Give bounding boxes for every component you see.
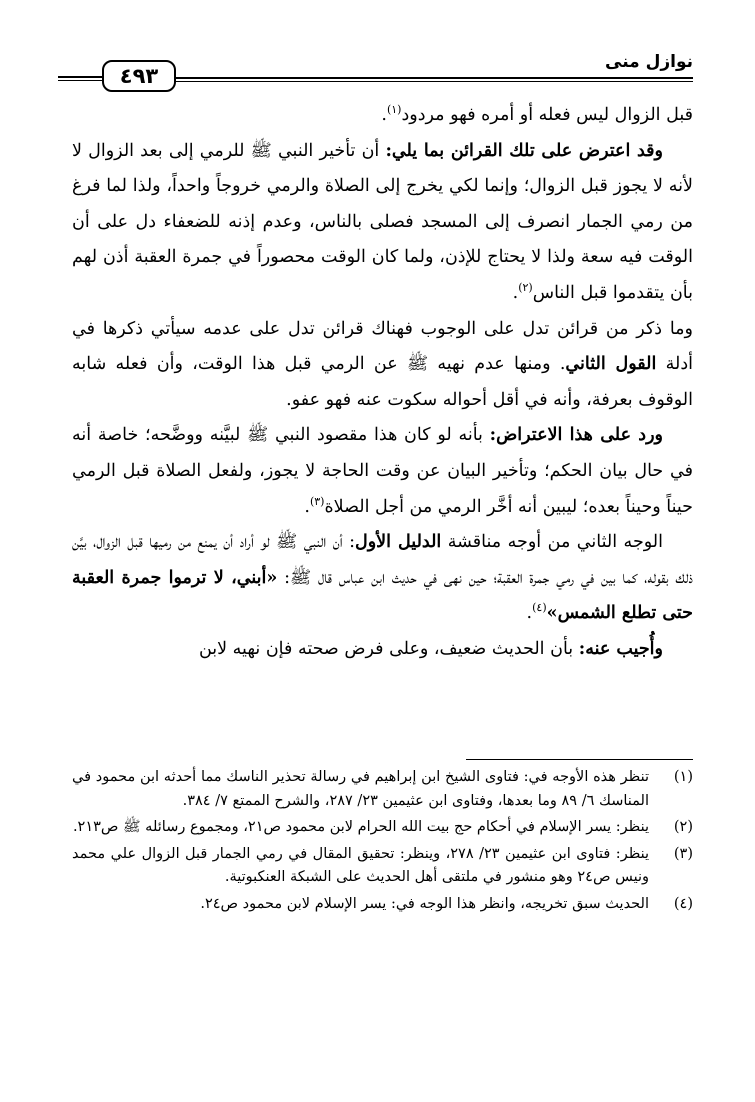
page-header xyxy=(58,46,693,86)
footnote-number: (٤) xyxy=(673,895,693,912)
hadith-quote: «أبني، لا ترموا جمرة العقبة حتى تطلع الشمس» xyxy=(72,567,693,624)
footnote-text: ينظر: فتاوى ابن عثيمين ٢٣/ ٢٧٨، وينظر: تحقيق المقال في رمي الجمار قبل الزوال علي محمد ونيس ص٢٤ وهو منشور في ملتقى أهل الحديث على الشبكة العنكبوتية. xyxy=(72,845,649,886)
page-number: ٤٩٣ xyxy=(102,60,176,92)
text-span: قبل الزوال ليس فعله أو أمره فهو مردود xyxy=(401,105,693,125)
text-span: . xyxy=(512,282,519,303)
footnote xyxy=(72,843,693,890)
footnote xyxy=(72,816,693,840)
footnote xyxy=(72,893,693,917)
text-span: . xyxy=(526,603,533,624)
paragraph xyxy=(72,632,693,668)
header-rule xyxy=(174,77,693,79)
text-span: بأنه لو كان هذا مقصود النبي ﷺ لبيَّنه ووضَّحه؛ خاصة أنه في حال بيان الحكم؛ وتأخير البيان عن وقت الحاجة لا يجوز، ولفعل الصلاة قبل الرمي حيناً وحيناً بعده؛ ليبين أنه أخَّر الرمي من أجل الصلاة xyxy=(72,425,693,517)
bold-lead: وقد اعترض على تلك القرائن بما يلي: xyxy=(385,140,663,161)
text-span: . ومنها عدم نهيه ﷺ عن الرمي قبل هذا الوقت، وأن فعله شابه الوقوف بعرفة، وأنه في أقل أحواله سكوت عنه فهو عفو. xyxy=(72,354,693,410)
footnote-ref: (٢) xyxy=(518,281,533,295)
footnote-text: تنظر هذه الأوجه في: فتاوى الشيخ ابن إبراهيم في رسالة تحذير الناسك مما أحدثه ابن محمود في المناسك ٦/ ٨٩ وما بعدها، وفتاوى ابن عثيمين ٢٣/ ٢٨٧، والشرح الممتع ٧/ ٣٨٤. xyxy=(72,769,649,809)
text-span: الوجه الثاني من أوجه مناقشة xyxy=(441,532,663,553)
footnote-text: ينظر: يسر الإسلام في أحكام حج بيت الله الحرام لابن محمود ص٢١، ومجموع رسائله ﷺ ص٢١٣. xyxy=(72,819,649,836)
bold-term: الدليل الأول xyxy=(355,532,442,553)
text-span: أن تأخير النبي ﷺ للرمي إلى بعد الزوال لا لأنه لا يجوز قبل الزوال؛ وإنما لكي يخرج إلى الصلاة والرمي خروجاً واحداً، ولذا لما فرغ من رمي الجمار انصرف إلى المسجد فصلى بالناس، وعدم إذنه للضعفاء دل على أن الوقت فيه سعة ولذا لا يحتاج للإذن، ولما كان الوقت محصوراً في جمرة العقبة أذن لهم بأن يتقدموا قبل الناس xyxy=(72,140,693,303)
header-rule-thin xyxy=(174,81,693,82)
bold-lead: وأُجيب عنه: xyxy=(578,638,663,659)
footnote xyxy=(72,766,693,813)
footnote-ref: (٤) xyxy=(532,601,547,615)
footnote-text: الحديث سبق تخريجه، وانظر هذا الوجه في: يسر الإسلام لابن محمود ص٢٤. xyxy=(200,895,649,912)
paragraph xyxy=(72,418,693,525)
paragraph xyxy=(72,312,693,419)
footnote-number: (٢) xyxy=(673,819,693,836)
paragraph xyxy=(72,525,693,632)
footnote-number: (٣) xyxy=(673,845,693,862)
paragraph xyxy=(72,98,693,134)
header-rule-left-thin xyxy=(58,80,102,81)
footnote-separator xyxy=(466,759,693,760)
bold-lead: ورد على هذا الاعتراض: xyxy=(489,425,663,446)
text-span: : أن النبي ﷺ لو أراد أن يمنع من رميها قبل الزوال، بيَّن ذلك بقوله، كما بين في رمي جمرة العقبة؛ حين نهى في حديث ابن عباس قال ﷺ: xyxy=(72,532,693,588)
footnote-ref: (٣) xyxy=(309,494,325,508)
running-title: نوازل منى xyxy=(605,52,693,72)
main-text xyxy=(72,98,693,668)
text-span: بأن الحديث ضعيف، وعلى فرض صحته فإن نهيه لابن xyxy=(198,638,579,659)
footnote-ref: (١) xyxy=(386,103,402,117)
text-span: وما ذكر من قرائن تدل على الوجوب فهناك قرائن تدل على عدمه سيأتي ذكرها في أدلة xyxy=(72,318,693,375)
text-span: . xyxy=(304,496,310,517)
text-span: . xyxy=(381,105,387,125)
paragraph xyxy=(72,134,693,312)
bold-term: القول الثاني xyxy=(565,354,657,375)
header-rule-left xyxy=(58,76,102,78)
footnotes xyxy=(72,766,693,920)
footnote-number: (١) xyxy=(673,769,693,785)
